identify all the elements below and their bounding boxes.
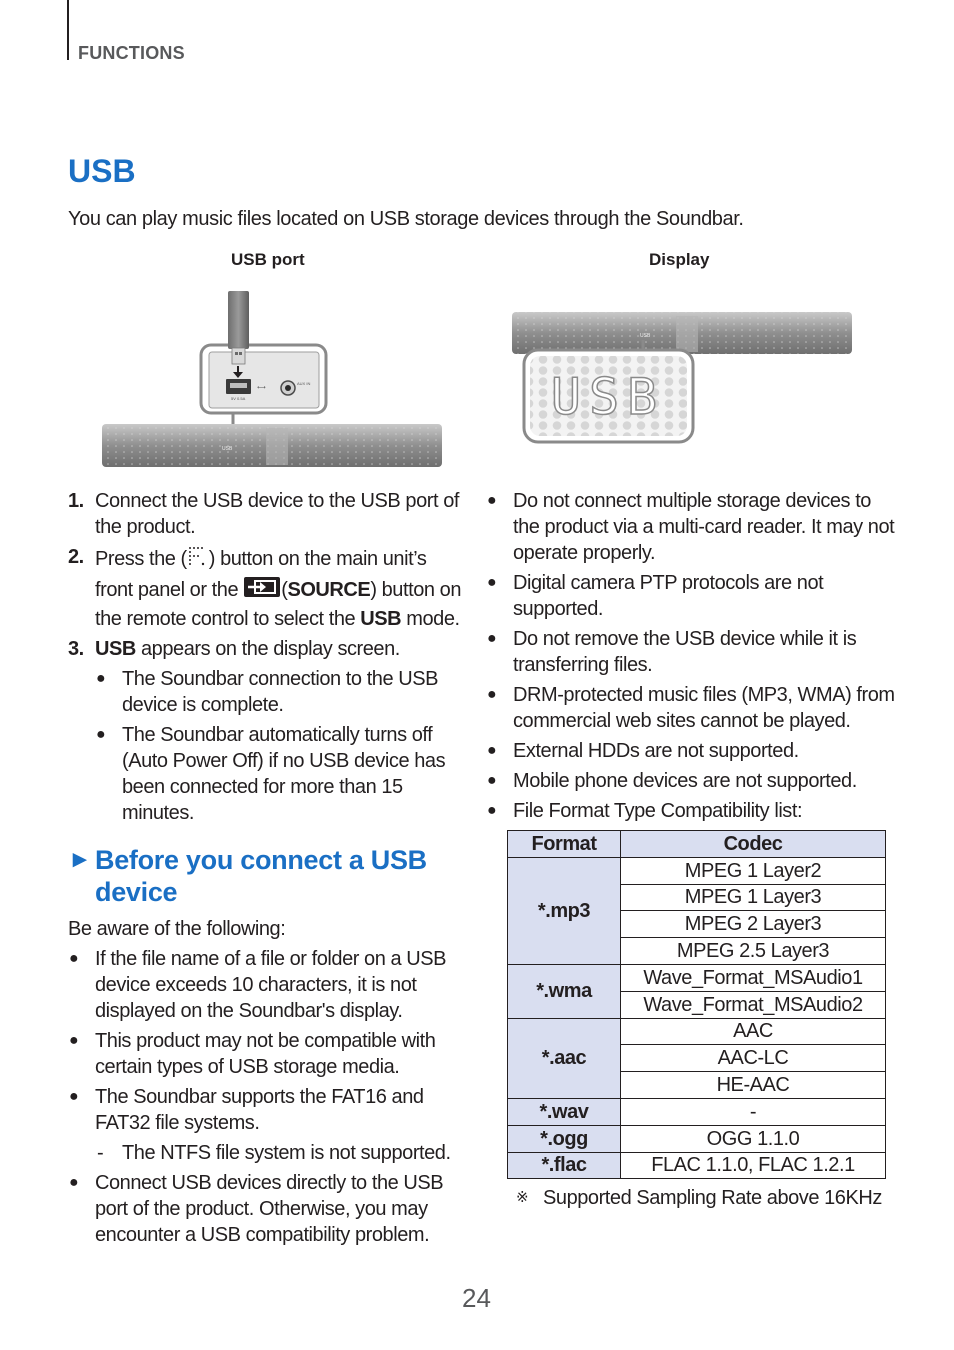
list-item: ● Digital camera PTP protocols are not supported. [487,572,824,620]
codec-cell: MPEG 1 Layer2 [621,857,886,884]
display-caption: Display [649,250,710,269]
intro-text: You can play music files located on USB storage devices through the Soundbar. [68,208,744,230]
list-item: ● This product may not be compatible with certain types of USB storage media. [69,1030,436,1078]
svg-text:USB: USB [222,446,233,452]
codec-cell: Wave_Format_MSAudio2 [621,991,886,1018]
codec-cell: MPEG 2.5 Layer3 [621,938,886,965]
codec-cell: MPEG 2 Layer3 [621,911,886,938]
table-row [508,1152,886,1179]
table-row [508,1098,886,1125]
codec-cell: - [621,1098,886,1125]
usb-port-illustration [98,288,444,470]
codec-cell: OGG 1.1.0 [621,1125,886,1152]
sampling-rate-note: ※ Supported Sampling Rate above 16KHz [516,1187,882,1210]
table-row [508,964,886,991]
arrow-right-icon: ► [68,846,92,873]
step-1: 1. Connect the USB device to the USB port of the product. [68,490,459,538]
step-3-bullets [95,666,468,826]
table-header-row [508,831,886,858]
display-text: USB [550,368,666,426]
list-item: ● Do not remove the USB device while it is transferring files. [487,628,857,676]
list-item: ● Connect USB devices directly to the USB port of the product. Otherwise, you may encounter a USB compatibility problem. [69,1172,444,1246]
table-row [508,857,886,884]
dash-note: - The NTFS file system is not supported. [97,1142,451,1164]
list-item: ● The Soundbar supports the FAT16 and FAT32 file systems. - The NTFS file system is not supported. [68,1084,468,1166]
list-item: ● The Soundbar connection to the USB device is complete. [96,668,439,716]
table-header: Codec [621,831,886,858]
source-input-icon [243,575,281,606]
list-item: ● If the file name of a file or folder on a USB device exceeds 10 characters, it is not displayed on the Soundbar's display. [69,948,447,1022]
codec-cell: AAC-LC [621,1045,886,1072]
header-rule [67,0,69,60]
table-row [508,1125,886,1152]
list-item: ● Mobile phone devices are not supported. [487,770,857,792]
table-header: Format [508,831,621,858]
format-cell: *.wav [508,1098,621,1125]
format-cell: *.mp3 [508,857,621,964]
svg-text:⟷: ⟷ [257,384,266,391]
step-3: 3. USB appears on the display screen. ● The Soundbar connection to the USB device is complete. ● The Soundbar automatically turns off (Auto Power Off) if no USB device has been connected for more than 15 minutes. [68,636,468,826]
table-row [508,1018,886,1045]
codec-cell: AAC [621,1018,886,1045]
format-cell: *.ogg [508,1125,621,1152]
page-number: 24 [462,1283,491,1313]
list-item: ● DRM-protected music files (MP3, WMA) from commercial web sites cannot be played. [487,684,895,732]
section-label: FUNCTIONS [78,43,185,63]
svg-text:USB: USB [640,333,651,339]
format-cell: *.wma [508,964,621,1018]
panel-label-aux: AUX IN [297,381,311,386]
step-2: 2. Press the ( ) button on the main unit’s front panel or the (SOURCE) button on the remote control to select the USB mode. [68,546,461,630]
list-item: ● External HDDs are not supported. [487,740,799,762]
codec-cell: MPEG 1 Layer3 [621,884,886,911]
subsection-intro: Be aware of the following: [68,918,286,940]
format-cell: *.flac [508,1152,621,1179]
format-table [507,830,886,1179]
usb-port-caption: USB port [231,250,305,269]
format-cell: *.aac [508,1018,621,1098]
list-item: ● Do not connect multiple storage devices to the product via a multi-card reader. It may not operate properly. [487,490,895,564]
list-item: ● File Format Type Compatibility list: [487,800,803,822]
left-column [68,488,468,1252]
codec-cell: FLAC 1.1.0, FLAC 1.2.1 [621,1152,886,1179]
display-illustration [508,310,856,446]
panel-label-5v: 5V 0.5A [231,396,246,401]
subsection-heading: ► Before you connect a USB device [68,845,427,907]
codec-cell: Wave_Format_MSAudio1 [621,964,886,991]
codec-cell: HE-AAC [621,1072,886,1099]
right-column [486,488,896,1211]
reference-mark-icon: ※ [516,1189,529,1207]
list-item: ● The Soundbar automatically turns off (Auto Power Off) if no USB device has been connected for more than 15 minutes. [96,724,446,824]
page-title: USB [68,153,136,189]
source-dots-icon [187,544,209,575]
